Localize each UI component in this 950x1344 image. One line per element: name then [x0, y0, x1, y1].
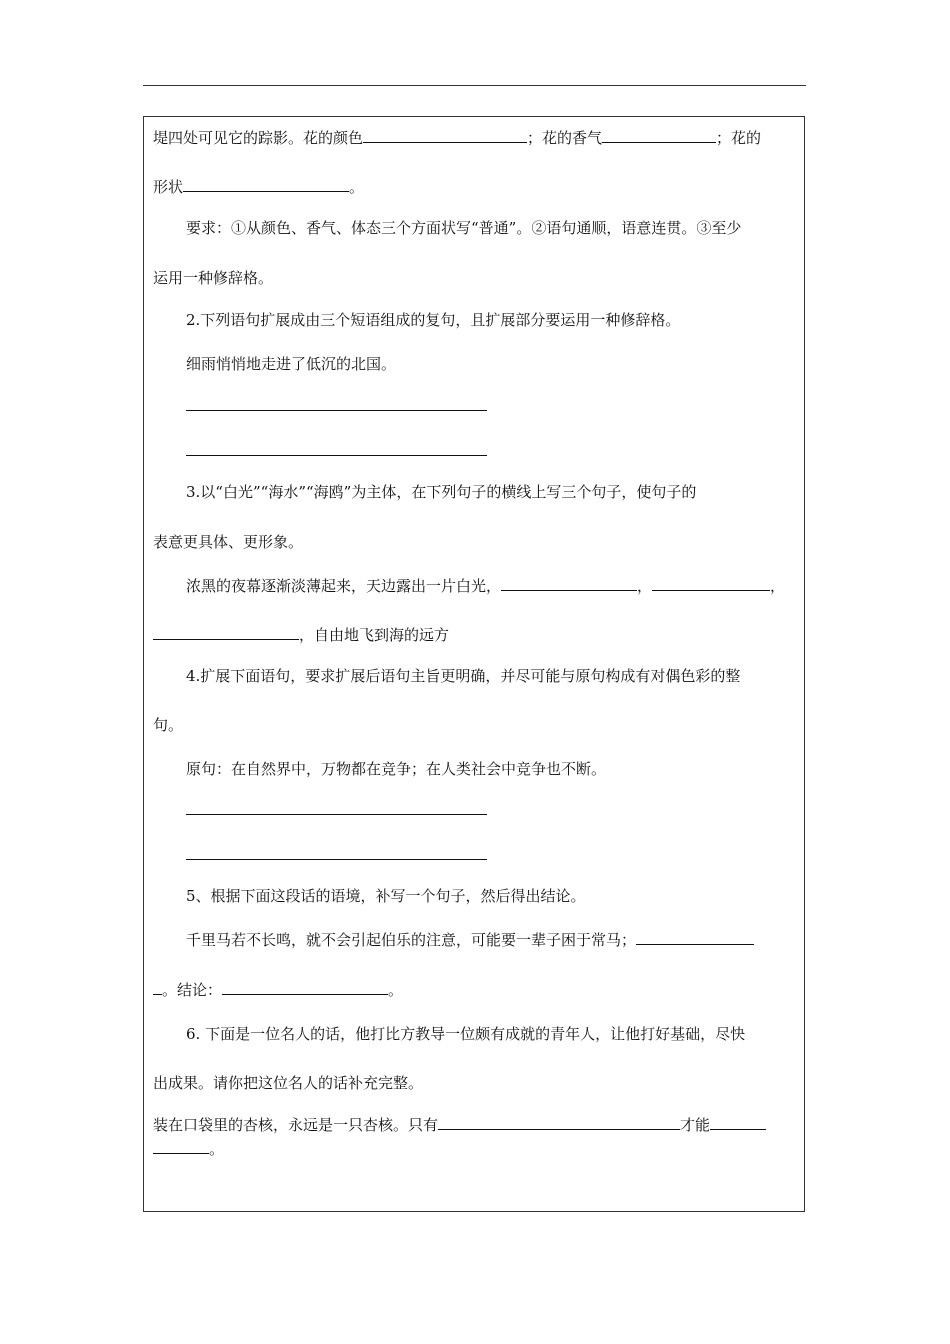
q2-sentence: 细雨悄悄地走进了低沉的北国。 — [186, 355, 397, 373]
blank-sea-water[interactable] — [652, 576, 770, 591]
blank-can-cont[interactable] — [153, 1139, 209, 1154]
q2-title: 2.下列语句扩展成由三个短语组成的复句，且扩展部分要运用一种修辞格。 — [186, 311, 681, 329]
q3-sentence: 浓黑的夜幕逐渐淡薄起来，天边露出一片白光， ， ， — [186, 577, 786, 595]
q6-text: 装在口袋里的杏核，永远是一只杏核。只有 才能 — [153, 1115, 766, 1135]
blank-fragrance[interactable] — [602, 128, 716, 143]
q4-title: 4.扩展下面语句，要求扩展后语句主旨更明确，并尽可能与原句构成有对偶色彩的整 — [186, 667, 741, 685]
q1-line2: 形状 。 — [153, 178, 365, 196]
blank-seagull[interactable] — [153, 625, 299, 640]
q6-title-cont: 出成果。请你把这位名人的话补充完整。 — [153, 1074, 424, 1092]
q6-text-cont: 。 — [153, 1139, 224, 1159]
blank-supplement-sentence[interactable] — [636, 930, 754, 945]
q4-answer-line-1[interactable] — [186, 814, 487, 815]
q2-answer-line-2[interactable] — [186, 455, 487, 456]
q3-title: 3.以“白光”“海水”“海鸥”为主体，在下列句子的横线上写三个句子，使句子的 — [186, 483, 697, 501]
blank-only-if[interactable] — [438, 1115, 680, 1130]
q1-requirement: 要求：①从颜色、香气、体态三个方面状写“普通”。②语句通顺，语意连贯。③至少 — [186, 219, 742, 237]
q6-title: 6. 下面是一位名人的话，他打比方教导一位颇有成就的青年人，让他打好基础，尽快 — [186, 1025, 746, 1043]
q3-title-cont: 表意更具体、更形象。 — [153, 533, 304, 551]
blank-supplement-tail[interactable] — [153, 980, 162, 995]
blank-conclusion[interactable] — [222, 980, 388, 995]
q1-line1: 堤四处可见它的踪影。花的颜色 ；花的香气 ；花的 — [153, 129, 762, 147]
q5-conclusion: 。结论： 。 — [153, 980, 403, 1000]
q3-sentence-cont: ，自由地飞到海的远方 — [153, 625, 449, 645]
q1-requirement-cont: 运用一种修辞格。 — [153, 269, 274, 287]
q5-title: 5、根据下面这段话的语境，补写一个句子，然后得出结论。 — [186, 887, 586, 905]
blank-can[interactable] — [710, 1115, 766, 1130]
q4-title-cont: 句。 — [153, 716, 184, 734]
q2-answer-line-1[interactable] — [186, 410, 487, 411]
blank-white-light[interactable] — [501, 576, 637, 591]
blank-color[interactable] — [363, 128, 527, 143]
q4-answer-line-2[interactable] — [186, 859, 487, 860]
header-rule — [143, 85, 806, 86]
q5-text: 千里马若不长鸣，就不会引起伯乐的注意，可能要一辈子困于常马； — [186, 930, 754, 950]
q4-original: 原句：在自然界中，万物都在竞争；在人类社会中竞争也不断。 — [186, 760, 607, 778]
blank-shape[interactable] — [183, 177, 349, 192]
